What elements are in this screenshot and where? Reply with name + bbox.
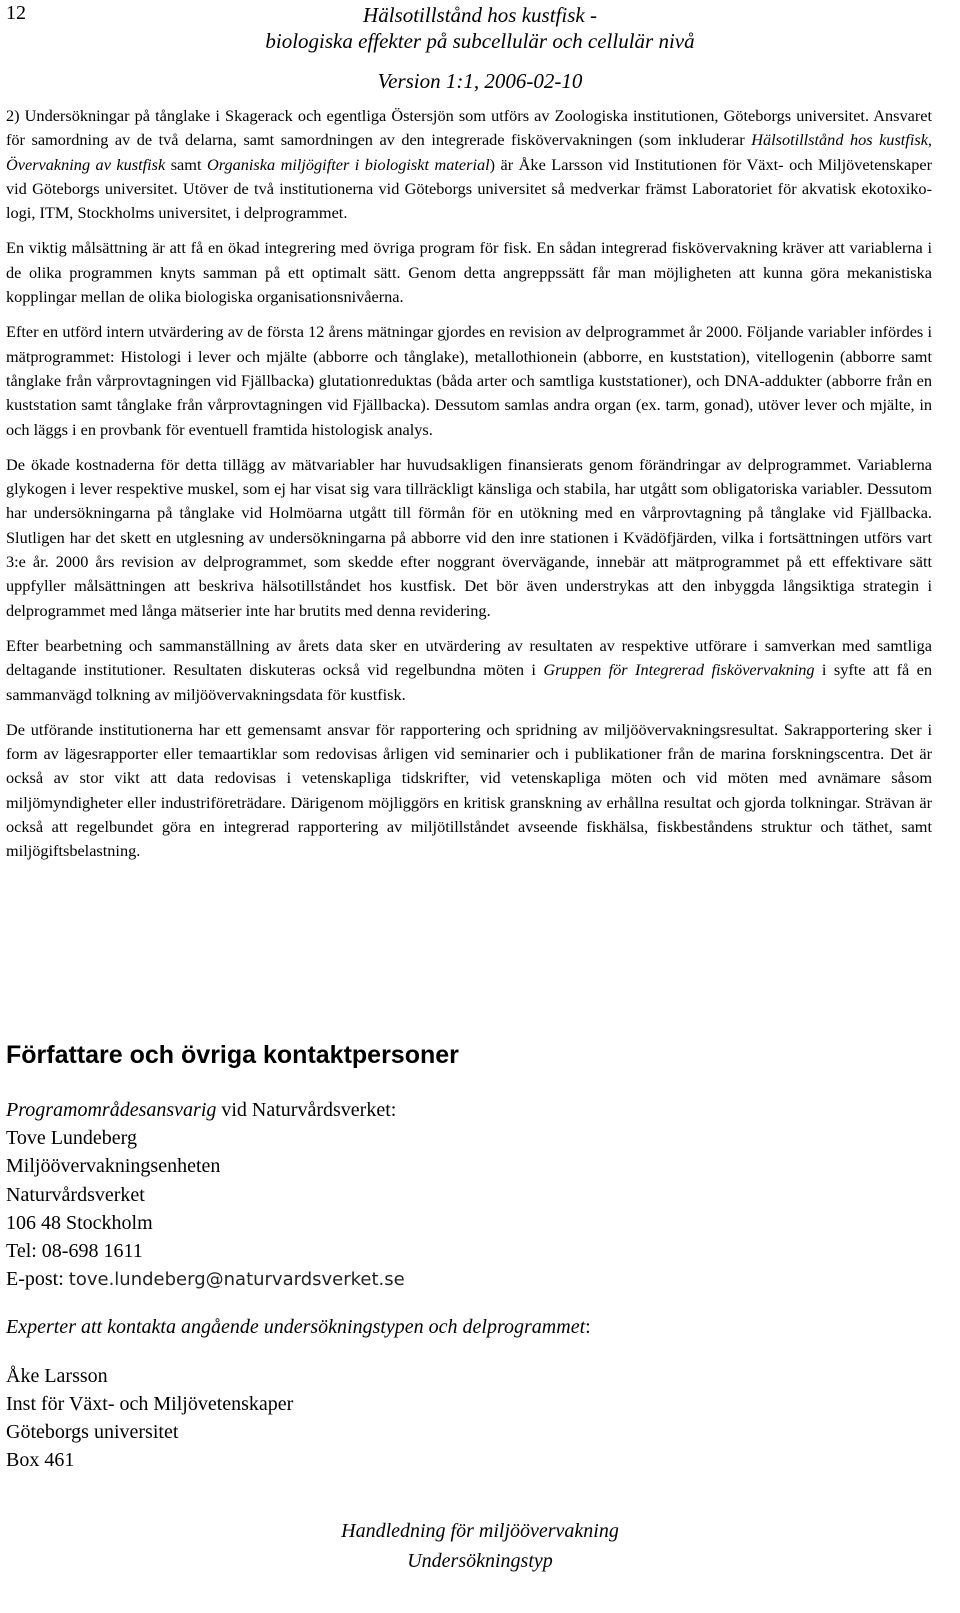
running-footer <box>230 1516 730 1576</box>
contact-name: Tove Lundeberg <box>6 1127 137 1150</box>
paragraph-5-text-c: i syfte att få en sammanvägd tolkning av miljöövervakningsdata för kustfisk. <box>6 660 933 704</box>
paragraph-1-italic-f: Organiska miljögifter i biologiskt material <box>206 154 490 174</box>
contact-org: Naturvårdsverket <box>6 1183 145 1206</box>
section-heading: Författare och övriga kontaktpersoner <box>6 1041 459 1069</box>
experts-intro: Experter att kontakta angående undersökningstypen och delprogrammet <box>6 1316 586 1339</box>
paragraph-1 <box>6 104 932 225</box>
paragraph-1-text-e: samt <box>165 154 207 174</box>
experts-intro-line <box>6 1313 906 1341</box>
header-title-line2: biologiska effekter på subcellulär och cellulär nivå <box>265 29 695 53</box>
running-header <box>180 2 780 94</box>
program-responsible-line <box>6 1096 906 1124</box>
paragraph-5-italic-b: Gruppen för Integrerad fiskövervakning <box>543 660 815 680</box>
page-number: 12 <box>6 2 26 24</box>
footer-line2: Undersökningstyp <box>407 1550 553 1572</box>
footer-line1: Handledning för miljöövervakning <box>341 1520 619 1542</box>
email-link[interactable]: tove.lundeberg@naturvardsverket.se <box>68 1269 405 1291</box>
paragraph-1-text-c: , <box>927 130 932 150</box>
paragraph-5-text-a: Efter bearbetning och sammanställning av årets data sker en utvärdering av resultaten av respektive utförare i samverkan med samtliga deltagande institutioner. Resultaten diskuteras också vid regelbundna möten i <box>6 635 932 680</box>
expert-institution: Inst för Växt- och Miljövetenskaper <box>6 1392 294 1415</box>
contact-unit: Miljöövervakningsenheten <box>6 1155 221 1178</box>
paragraph-5 <box>6 634 932 707</box>
paragraph-1-italic-b: Hälsotillstånd hos kustfisk <box>751 130 928 150</box>
paragraph-4: De ökade kostnaderna för detta tillägg av mätvariabler har huvudsakligen finansierats genom förändringar av delprogrammet. Variablerna glykogen i lever respektive muskel, som ej har visat sig vara tillräckligt känsliga och stabila, har utgått som obligatoriska variabler. Dessutom har undersökningarna på tånglake vid Holmöarna utgått till förmån för en utökning med en vårprovtagning på tånglake vid Fjällbacka. Slutligen har det skett en utglesning av undersökningarna på abborre vid den inre stationen i Kvädöfjärden, vilka i fortsättningen utförs vart 3:e år. 2000 års revision av delprogrammet, som skedde efter noggrant övervägande, innebär att mätprogrammet på ett effektivare sätt uppfyller målsättningen att beskriva hälsotillståndet hos kustfisk. Det bör även understrykas att den inbyggda långsiktiga strategin i delprogrammet med långa mätserier inte har brutits med denna revidering. <box>6 454 932 620</box>
contacts-block <box>6 1096 906 1474</box>
contact-email-line <box>6 1265 906 1294</box>
program-suffix: vid Naturvårdsverket: <box>216 1099 397 1121</box>
contact-tel: Tel: 08-698 1611 <box>6 1240 143 1263</box>
paragraph-2: En viktig målsättning är att få en ökad integrering med övriga program för fisk. En sådan integrerad fiskövervakning kräver att variablerna i de olika programmen knyts samman på ett optimalt sätt. Genom detta angreppssätt får man möjligheten att kunna göra mekanistiska kopplingar mellan de olika biologiska organisationsnivåerna. <box>6 238 932 307</box>
paragraph-1-text-g: ) är Åke Larsson vid Institutionen för Växt- och Miljövetenskaper vid Göteborgs universitet. Utöver de två institutionerna vid Göteborgs universitet så medverkar främst Laboratoriet för akvatisk ekotoxikologi, ITM, Stockholms universitet, i delprogrammet. <box>6 154 932 223</box>
experts-colon: : <box>585 1316 591 1339</box>
header-title-line1: Hälsotillstånd hos kustfisk - <box>363 3 597 27</box>
program-label: Programområdesansvarig <box>6 1099 217 1121</box>
experts-block <box>6 1313 906 1474</box>
paragraph-3: Efter en utförd intern utvärdering av de första 12 årens mätningar gjordes en revision av delprogrammet år 2000. Följande variabler infördes i mätprogrammet: Histologi i lever och mjälte (abborre och tånglake), metallothionein (abborre, en kuststation), vitellogenin (abborre samt tånglake från vårprovtagningen vid Fjällbacka) glutationreduktas (båda arter och samtliga kuststationer), och DNA-addukter (abborre från en kuststation samt tånglake från vårprovtagningen vid Fjällbacka). Dessutom samlas andra organ (ex. tarm, gonad), utöver lever och mjälte, in och läggs i en provbank för eventuell framtida histologisk analys. <box>6 322 932 439</box>
paragraph-1-text-a: 2) Undersökningar på tånglake i Skagerack och egentliga Östersjön som utförs av Zoologiska institutionen, Göteborgs universitet. Ansvaret för samordning av de två delarna, samt samordningen av den integrerade fiskövervakningen (som inkluderar <box>6 106 932 150</box>
header-version: Version 1:1, 2006-02-10 <box>377 69 583 93</box>
expert-box: Box 461 <box>6 1449 75 1472</box>
paragraph-1-italic-d: Övervakning av kustfisk <box>6 154 166 174</box>
email-label: E-post: <box>6 1268 69 1291</box>
contact-address: 106 48 Stockholm <box>6 1211 153 1234</box>
paragraph-6: De utförande institutionerna har ett gemensamt ansvar för rapportering och spridning av miljöövervakningsresultat. Sakrapportering sker i form av lägesrapporter eller temaartiklar som redovisas årligen vid seminarier och i publikationer från de marina forskningscentra. Det är också av stor vikt att data redovisas i vetenskapliga tidskrifter, vid vetenskapliga möten och vid möten med avnämare såsom miljömyndigheter eller industriföreträdare. Därigenom möjliggörs en kritisk granskning av erhållna resultat och gjorda tolkningar. Strävan är också att regelbundet göra en integrerad rapportering av miljötillståndet avseende fiskhälsa, fiskbeståndens struktur och täthet, samt miljögiftsbelastning. <box>6 719 932 861</box>
body-text <box>6 104 932 875</box>
expert-university: Göteborgs universitet <box>6 1421 179 1444</box>
expert-name: Åke Larsson <box>6 1364 108 1387</box>
